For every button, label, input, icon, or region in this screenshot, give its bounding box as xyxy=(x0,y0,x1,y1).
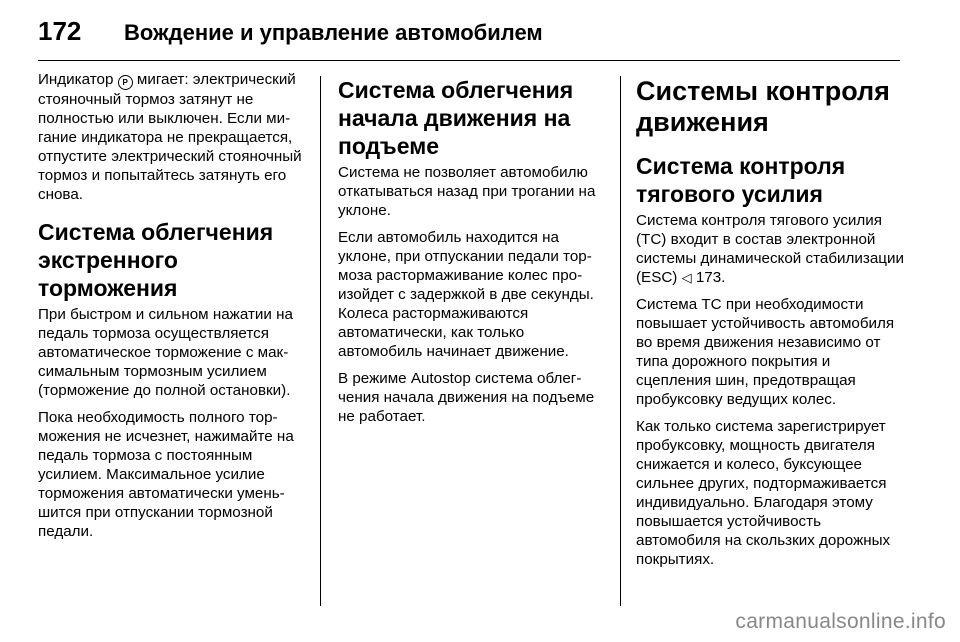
paragraph: При быстром и сильном нажатии на педаль тормоза осуществляется автоматическое торможение с максимальным тормозным усилием (торможение до полной остановки). xyxy=(38,306,293,399)
section-heading-traction-control: Система контроля тягового усилия xyxy=(636,153,846,207)
page-reference-link[interactable]: 173. xyxy=(695,269,726,286)
paragraph: В режиме Autostop система облегчения начала движения на подъеме не работает. xyxy=(338,370,595,425)
paragraph: Система TC при необходимости повышает устойчивость автомобиля во время движения независимо от типа дорожного покрытия и сцепления шин, предотвращая пробуксовку ведущих колес. xyxy=(636,296,895,408)
paragraph: Как только система зарегистрирует пробуксовку, мощность двигателя снижается и колесо, буксующее сильнее других, подтормаживается индивидуально. Благодаря этому повышается устойчивость автомобиля на скользких дорожных покрытиях. xyxy=(636,418,891,568)
indicator-intro-text: Индикатор xyxy=(38,71,114,88)
column-divider xyxy=(320,76,321,606)
page-header xyxy=(38,16,918,48)
column-right xyxy=(636,76,906,577)
running-title: Вождение и управление автомобилем xyxy=(124,20,543,45)
column-left xyxy=(38,70,306,549)
paragraph: Пока необходимость полного торможения не исчезнет, нажимайте на педаль тормоза с постоянным усилием. Максимальное усилие торможения автоматически уменьшится при отпускании тормозной педали. xyxy=(38,409,294,540)
watermark: carmanualsonline.info xyxy=(735,610,946,633)
chapter-heading-driving-control: Системы контроля движения xyxy=(636,76,890,137)
section-heading-emergency-braking: Система облегчения экстренного торможения xyxy=(38,219,274,301)
section-heading-hill-start-assist: Система облегчения начала движения на подъеме xyxy=(338,77,574,159)
column-divider xyxy=(620,76,621,606)
page-number: 172 xyxy=(38,16,82,46)
header-divider xyxy=(38,60,900,61)
paragraph: Если автомобиль находится на уклоне, при отпускании педали тормоза растормаживание колес произойдет с задержкой в две секунды. Колеса растормаживаются автоматически, как только автомобиль начинает движение. xyxy=(338,229,594,360)
tc-description: Система контроля тягового усилия (TC) входит в состав электронной системы динамической стабилизации (ESC) xyxy=(636,212,904,286)
page-reference-icon: ◁ xyxy=(681,270,692,285)
column-middle xyxy=(338,76,608,434)
parking-brake-indicator-icon: P xyxy=(118,75,133,90)
paragraph: Система не позволяет автомобилю откатываться назад при трогании на уклоне. xyxy=(338,164,596,219)
paragraph xyxy=(636,211,906,287)
indicator-description: мигает: электрический стояночный тормоз затянут не полностью или выключен. Если мигание индикатора не прекращается, отпустите электрический стояночный тормоз и попытайтесь затянуть его снова. xyxy=(38,71,302,203)
indicator-paragraph xyxy=(38,70,306,204)
